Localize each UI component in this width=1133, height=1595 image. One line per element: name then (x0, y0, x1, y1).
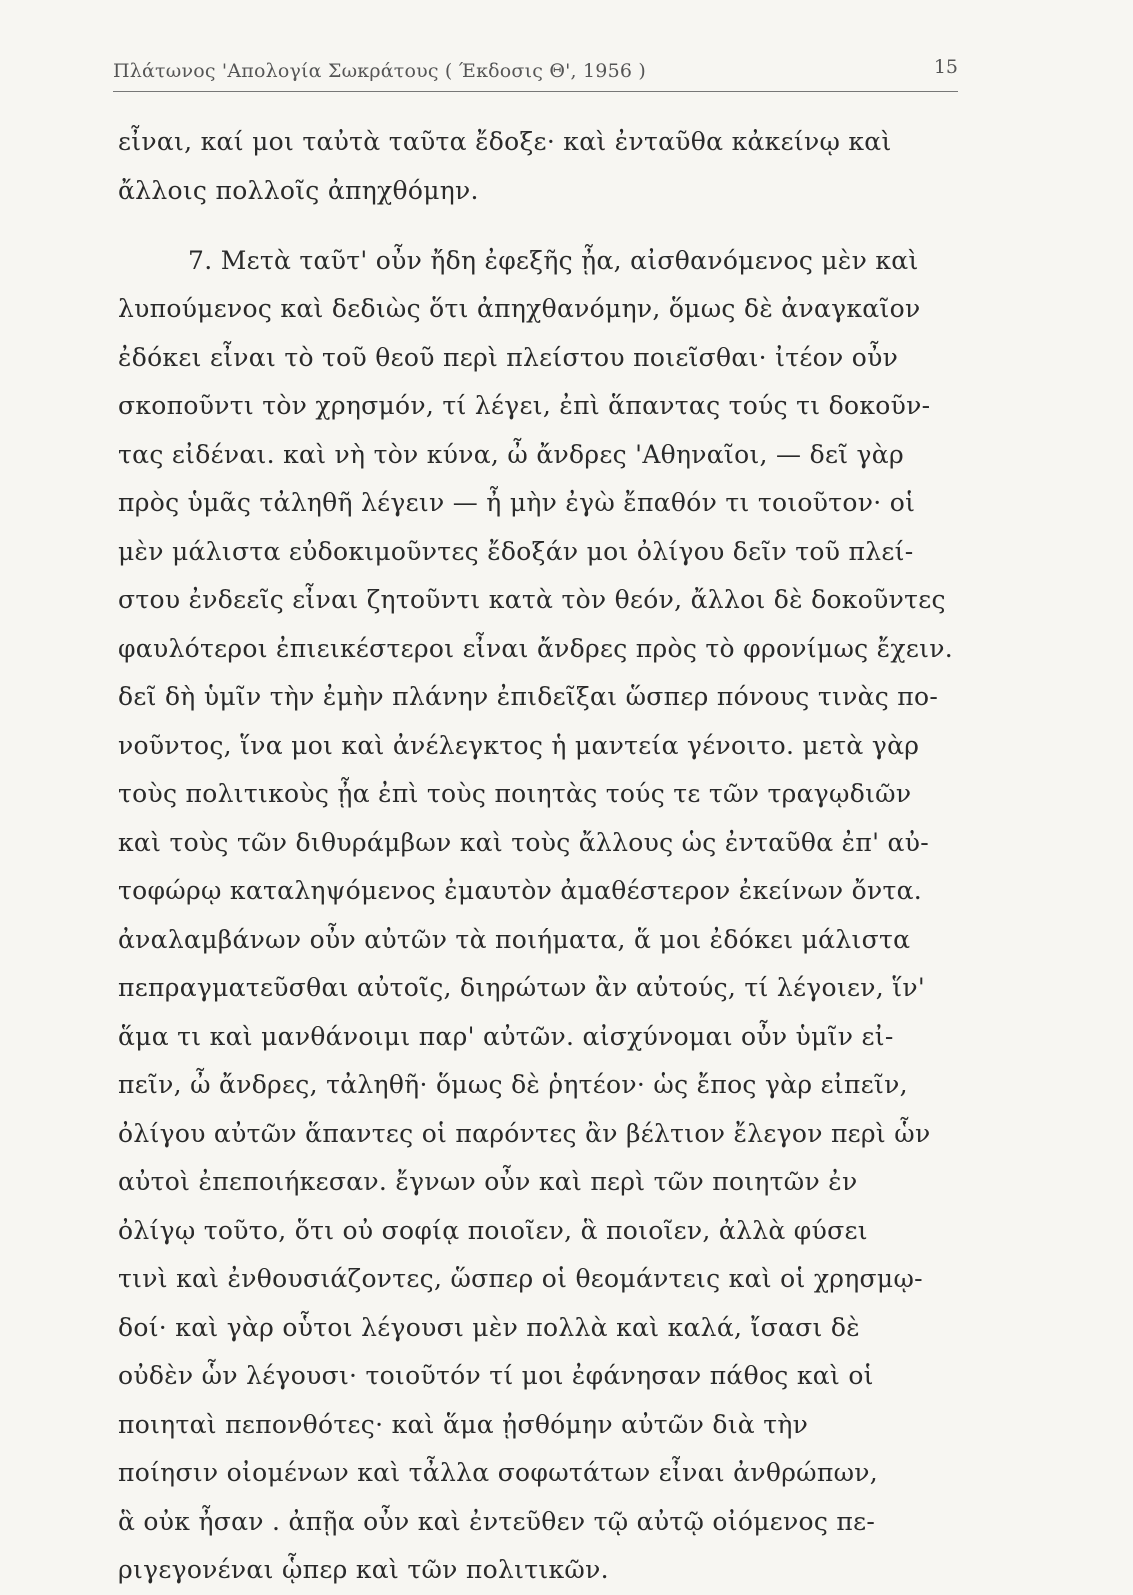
text-line: ριγεγονέναι ᾧπερ καὶ τῶν πολιτικῶν. (118, 1555, 609, 1584)
text-line: ὀλίγῳ τοῦτο, ὅτι οὐ σοφίᾳ ποιοῖεν, ἃ ποιοῖεν, ἀλλὰ φύσει (118, 1215, 868, 1245)
text-line: τας εἰδέναι. καὶ νὴ τὸν κύνα, ὦ ἄνδρες 'Αθηναῖοι, — δεῖ γὰρ (118, 439, 904, 469)
text-line: τοφώρῳ καταληψόμενος ἐμαυτὸν ἀμαθέστερον ἐκείνων ὄντα. (118, 876, 923, 905)
text-line: μὲν μάλιστα εὐδοκιμοῦντες ἔδοξάν μοι ὀλίγου δεῖν τοῦ πλεί- (118, 536, 914, 566)
running-header (113, 56, 958, 90)
paragraph-start-line: 7. Μετὰ ταῦτ' οὖν ἤδη ἐφεξῆς ᾖα, αἰσθανόμενος μὲν καὶ (188, 245, 919, 275)
text-line: καὶ τοὺς τῶν διθυράμβων καὶ τοὺς ἄλλους ὡς ἐνταῦθα ἐπ' αὐ- (118, 827, 929, 857)
text-line: πεπραγματεῦσθαι αὐτοῖς, διηρώτων ἂν αὐτούς, τί λέγοιεν, ἵν' (118, 973, 925, 1002)
text-line: οὐδὲν ὧν λέγουσι· τοιοῦτόν τί μοι ἐφάνησαν πάθος καὶ οἱ (118, 1361, 874, 1390)
text-line: ἅμα τι καὶ μανθάνοιμι παρ' αὐτῶν. αἰσχύνομαι οὖν ὑμῖν εἰ- (118, 1021, 894, 1051)
text-line: πρὸς ὑμᾶς τἀληθῆ λέγειν — ἦ μὴν ἐγὼ ἔπαθόν τι τοιοῦτον· οἱ (118, 488, 916, 517)
text-line: ἀναλαμβάνων οὖν αὐτῶν τὰ ποιήματα, ἅ μοι ἐδόκει μάλιστα (118, 924, 911, 954)
text-line: εἶναι, καί μοι ταὐτὰ ταῦτα ἔδοξε· καὶ ἐνταῦθα κἀκείνῳ καὶ (118, 127, 892, 156)
header-rule (113, 91, 958, 92)
text-line: ὀλίγου αὐτῶν ἅπαντες οἱ παρόντες ἂν βέλτιον ἔλεγον περὶ ὧν (118, 1118, 931, 1148)
text-line: πεῖν, ὦ ἄνδρες, τἀληθῆ· ὅμως δὲ ῥητέον· ὡς ἔπος γὰρ εἰπεῖν, (118, 1070, 908, 1099)
text-line: ποίησιν οἰομένων καὶ τἆλλα σοφωτάτων εἶναι ἀνθρώπων, (118, 1458, 879, 1487)
text-line: τινὶ καὶ ἐνθουσιάζοντες, ὥσπερ οἱ θεομάντεις καὶ οἱ χρησμῳ- (118, 1264, 923, 1293)
text-line: ἃ οὐκ ἦσαν . ἀπῇα οὖν καὶ ἐντεῦθεν τῷ αὐτῷ οἰόμενος πε- (118, 1506, 876, 1536)
text-line: στου ἐνδεεῖς εἶναι ζητοῦντι κατὰ τὸν θεόν, ἄλλοι δὲ δοκοῦντες (118, 585, 946, 614)
running-title: Πλάτωνος 'Απολογία Σωκράτους ( Έκδοσις Θ', 1956 ) (113, 60, 647, 82)
text-line: δεῖ δὴ ὑμῖν τὴν ἐμὴν πλάνην ἐπιδεῖξαι ὥσπερ πόνους τινὰς πο- (118, 682, 939, 711)
text-line: νοῦντος, ἵνα μοι καὶ ἀνέλεγκτος ἡ μαντεία γένοιτο. μετὰ γὰρ (118, 730, 920, 760)
page-number: 15 (933, 56, 958, 78)
body-text (118, 118, 988, 1595)
text-line: φαυλότεροι ἐπιεικέστεροι εἶναι ἄνδρες πρὸς τὸ φρονίμως ἔχειν. (118, 633, 953, 663)
text-line: ἄλλοις πολλοῖς ἀπηχθόμην. (118, 175, 479, 205)
text-line: σκοποῦντι τὸν χρησμόν, τί λέγει, ἐπὶ ἅπαντας τούς τι δοκοῦν- (118, 391, 931, 420)
text-line: τοὺς πολιτικοὺς ᾖα ἐπὶ τοὺς ποιητὰς τούς τε τῶν τραγῳδιῶν (118, 779, 912, 808)
text-line: δοί· καὶ γὰρ οὗτοι λέγουσι μὲν πολλὰ καὶ καλά, ἴσασι δὲ (118, 1312, 860, 1342)
text-line: ποιηταὶ πεπονθότες· καὶ ἅμα ᾐσθόμην αὐτῶν διὰ τὴν (118, 1409, 809, 1439)
text-line: αὐτοὶ ἐπεποιήκεσαν. ἔγνων οὖν καὶ περὶ τῶν ποιητῶν ἐν (118, 1167, 858, 1196)
text-line: ἐδόκει εἶναι τὸ τοῦ θεοῦ περὶ πλείστου ποιεῖσθαι· ἰτέον οὖν (118, 342, 899, 372)
text-line: λυπούμενος καὶ δεδιὼς ὅτι ἀπηχθανόμην, ὅμως δὲ ἀναγκαῖον (118, 294, 921, 323)
